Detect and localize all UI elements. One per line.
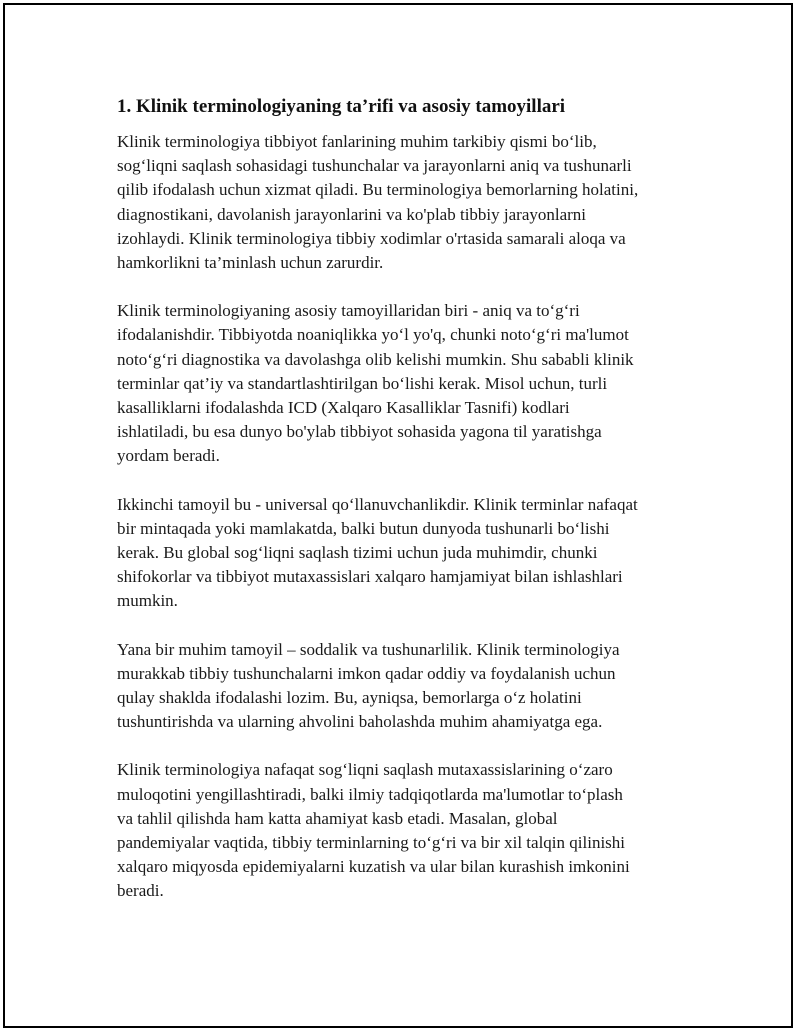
paragraph-line: va tahlil qilishda ham katta ahamiyat kasb etadi. Masalan, global [117,808,558,828]
paragraph-line: ifodalanishdir. Tibbiyotda noaniqlikka yo‘l yo'q, chunki noto‘g‘ri ma'lumot [117,325,629,345]
paragraph-line: qulay shaklda ifodalashi lozim. Bu, ayniqsa, bemorlarga o‘z holatini [117,688,582,708]
section-heading: 1. Klinik terminologiyaning ta’rifi va asosiy tamoyillari [117,96,566,117]
paragraph-line: Yana bir muhim tamoyil – soddalik va tushunarlilik. Klinik terminologiya [117,639,620,659]
paragraph-line: tushuntirishda va ularning ahvolini baholashda muhim ahamiyatga ega. [117,712,603,732]
paragraph-line: murakkab tibbiy tushunchalarni imkon qadar oddiy va foydalanish uchun [117,663,616,683]
paragraph-4 [117,638,707,735]
paragraph-line: hamkorlikni ta’minlash uchun zarurdir. [117,253,384,273]
paragraph-line: pandemiyalar vaqtida, tibbiy terminlarning to‘g‘ri va bir xil talqin qilinishi [117,833,625,853]
paragraph-line: sog‘liqni saqlash sohasidagi tushunchalar va jarayonlarni aniq va tushunarli [117,156,632,176]
paragraph-line: beradi. [117,881,164,901]
paragraph-line: izohlaydi. Klinik terminologiya tibbiy xodimlar o'rtasida samarali aloqa va [117,228,626,248]
paragraph-line: diagnostikani, davolanish jarayonlarini va ko'plab tibbiy jarayonlarni [117,204,587,224]
paragraph-line: Klinik terminologiya nafaqat sog‘liqni saqlash mutaxassislarining o‘zaro [117,760,613,780]
paragraph-line: Klinik terminologiyaning asosiy tamoyillaridan biri - aniq va to‘g‘ri [117,301,580,321]
paragraph-line: kasalliklarni ifodalashda ICD (Xalqaro Kasalliklar Tasnifi) kodlari [117,398,570,418]
document-body [117,93,707,928]
paragraph-line: xalqaro miqyosda epidemiyalarni kuzatish va ular bilan kurashish imkonini [117,857,630,877]
paragraph-line: Klinik terminologiya tibbiyot fanlarining muhim tarkibiy qismi bo‘lib, [117,132,597,151]
paragraph-line: terminlar qat’iy va standartlashtirilgan bo‘lishi kerak. Misol uchun, turli [117,373,608,393]
paragraph-line: noto‘g‘ri diagnostika va davolashga olib kelishi mumkin. Shu sababli klinik [117,349,634,369]
paragraph-line: yordam beradi. [117,446,220,466]
paragraph-line: qilib ifodalash uchun xizmat qiladi. Bu terminologiya bemorlarning holatini, [117,180,639,200]
paragraph-line: ishlatiladi, bu esa dunyo bo'ylab tibbiyot sohasida yagona til yaratishga [117,422,602,442]
paragraph-line: muloqotini yengillashtiradi, balki ilmiy tadqiqotlarda ma'lumotlar to‘plash [117,784,623,804]
paragraph-line: Ikkinchi tamoyil bu - universal qo‘llanuvchanlikdir. Klinik terminlar nafaqat [117,494,638,514]
paragraph-2 [117,299,707,468]
paragraph-3 [117,493,707,614]
paragraph-line: bir mintaqada yoki mamlakatda, balki butun dunyoda tushunarli bo‘lishi [117,518,610,538]
paragraph-line: kerak. Bu global sog‘liqni saqlash tizimi uchun juda muhimdir, chunki [117,543,598,563]
paragraph-line: mumkin. [117,591,178,611]
paragraph-1 [117,130,707,275]
paragraph-5 [117,758,707,903]
paragraph-line: shifokorlar va tibbiyot mutaxassislari xalqaro hamjamiyat bilan ishlashlari [117,567,623,587]
